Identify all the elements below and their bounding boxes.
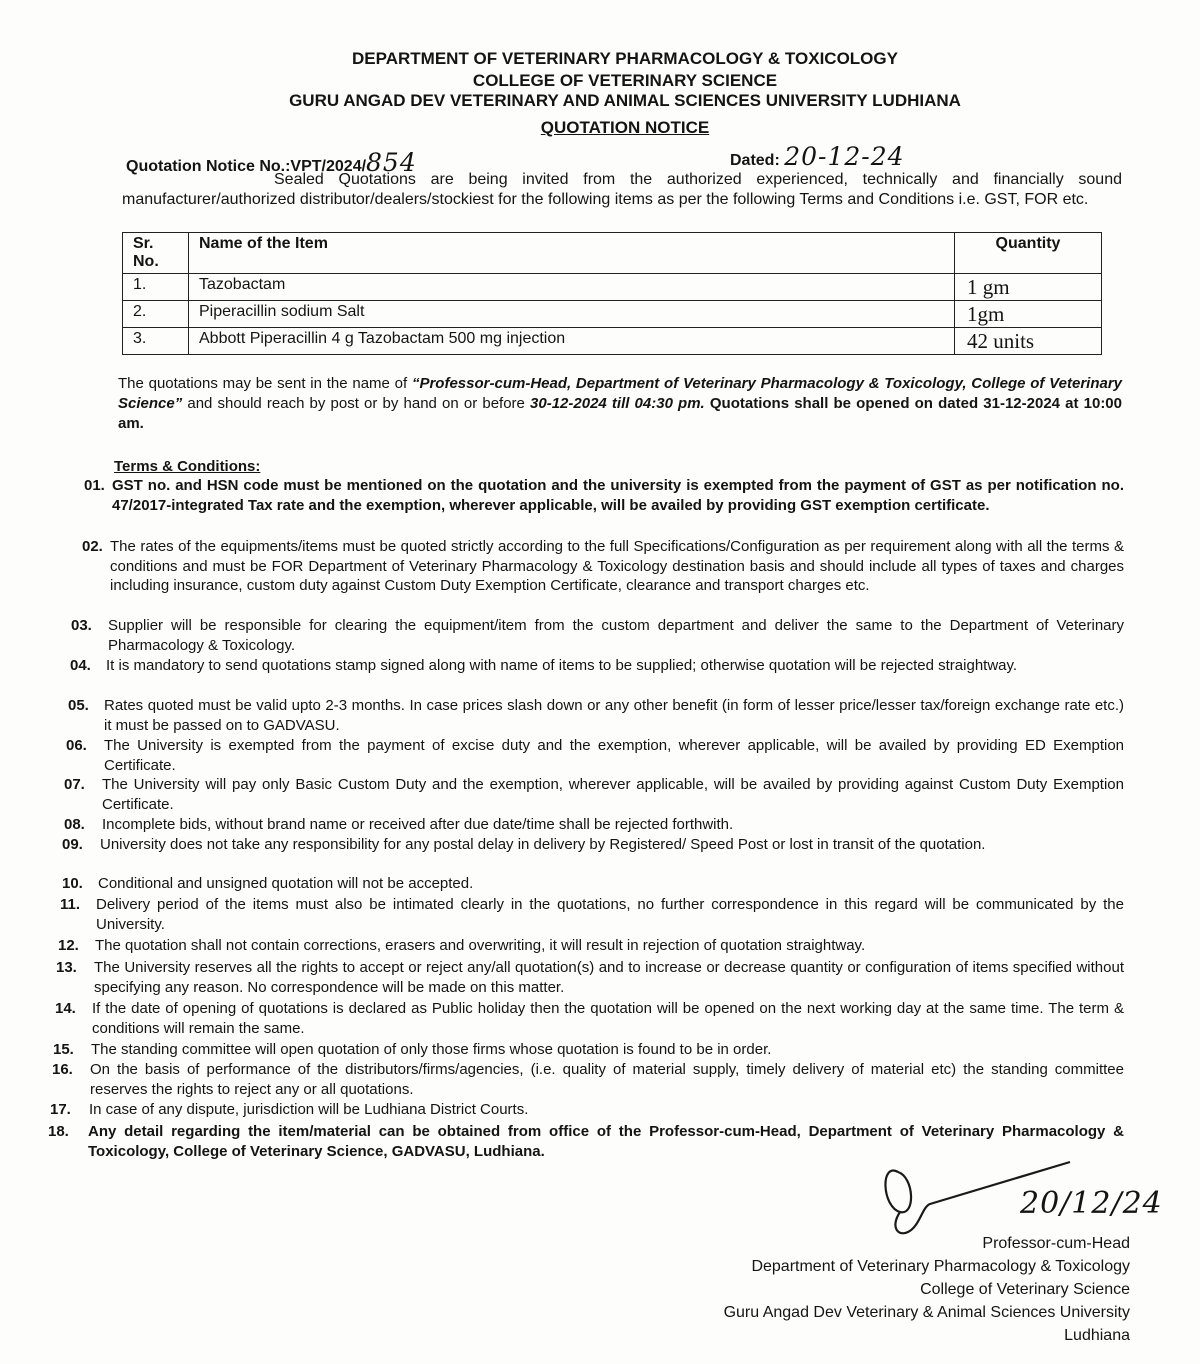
items-table [122, 232, 1102, 355]
term-number: 10. [62, 875, 83, 892]
term-item [58, 936, 1124, 956]
term-item [60, 895, 1124, 934]
term-item [50, 1100, 1124, 1120]
notice-date-label: Dated: [730, 152, 780, 169]
term-number: 08. [64, 816, 85, 833]
signatory-title: Professor-cum-Head [982, 1235, 1130, 1252]
college-heading: COLLEGE OF VETERINARY SCIENCE [472, 71, 778, 90]
table-row [123, 301, 1102, 328]
term-item [62, 874, 1124, 894]
term-number: 03. [71, 617, 92, 634]
term-text: The quotation shall not contain corrections, erasers and overwriting, it will result in rejection of quotation straightway. [95, 937, 866, 954]
term-text: It is mandatory to send quotations stamp signed along with name of items to be supplied; otherwise quotation will be rejected straightway. [106, 657, 1018, 674]
term-text: Supplier will be responsible for clearing the equipment/item from the custom department and deliver the same to the Department of Veterinary Pharmacology & Toxicology. [108, 617, 1124, 654]
term-text: Incomplete bids, without brand name or received after due date/time shall be rejected forthwith. [102, 816, 734, 833]
row-quantity: 1 gm [955, 274, 1102, 301]
term-item [71, 616, 1124, 655]
term-text: The rates of the equipments/items must be quoted strictly according to the full Specifications/Configuration as per requirement along with all the terms & conditions and must be FOR Department of Veterinary Pharmacology & Toxicology destination basis and should include all types of taxes and charges including insurance, custom duty against Custom Duty Exemption Certificate, clearance and transport charges etc. [110, 538, 1124, 594]
row-sr: 2. [123, 301, 189, 328]
submission-addressee: “Professor-cum-Head, Department of Veterinary Pharmacology & Toxicology, College of Veterinary Science” [118, 375, 1123, 412]
submission-part1: The quotations may be sent in the name of [118, 375, 412, 392]
row-item-name: Piperacillin sodium Salt [189, 301, 955, 328]
intro-paragraph: Sealed Quotations are being invited from the authorized experienced, technically and financially sound manufacturer/authorized distributor/dealers/stockiest for the following items as per the following Terms and Conditions i.e. GST, FOR etc. [122, 171, 1122, 208]
term-text: On the basis of performance of the distributors/firms/agencies, (i.e. quality of material supply, timely delivery of material etc) the standing committee reserves the rights to reject any or all quotations. [90, 1061, 1124, 1098]
term-text: Rates quoted must be valid upto 2-3 months. In case prices slash down or any other benefit (in form of lesser price/lesser tax/foreign exchange rate etc.) it must be passed on to GADVASU. [104, 697, 1124, 734]
term-item [62, 835, 1124, 855]
term-item [53, 1040, 1124, 1060]
term-text: The University is exempted from the payment of excise duty and the exemption, wherever applicable, will be availed by providing ED Exemption Certificate. [104, 737, 1124, 774]
items-table-header [123, 233, 1102, 274]
terms-heading: Terms & Conditions: [114, 458, 261, 475]
term-number: 18. [48, 1123, 69, 1140]
term-item [70, 656, 1124, 676]
term-text: Conditional and unsigned quotation will not be accepted. [98, 875, 474, 892]
term-item [52, 1060, 1124, 1099]
table-row [123, 328, 1102, 355]
header-item-name: Name of the Item [189, 233, 955, 274]
header-sr-no: Sr. No. [123, 233, 189, 274]
university-heading: GURU ANGAD DEV VETERINARY AND ANIMAL SCIENCES UNIVERSITY LUDHIANA [289, 91, 961, 110]
row-quantity: 42 units [955, 328, 1102, 355]
term-text: In case of any dispute, jurisdiction will be Ludhiana District Courts. [89, 1101, 529, 1118]
term-number: 09. [62, 836, 83, 853]
term-number: 17. [50, 1101, 71, 1118]
term-item [84, 476, 1124, 515]
term-text: If the date of opening of quotations is declared as Public holiday then the quotation will be opened on the next working day at the same time. The term & conditions will remain the same. [92, 1000, 1124, 1037]
term-item [64, 775, 1124, 814]
signature-handwritten-date: 20/12/24 [1020, 1186, 1163, 1221]
term-text: Any detail regarding the item/material can be obtained from office of the Professor-cum-Head, Department of Veterinary Pharmacology & Toxicology, College of Veterinary Science, GADVASU, Ludhiana. [88, 1123, 1124, 1160]
row-sr: 1. [123, 274, 189, 301]
term-number: 04. [70, 657, 91, 674]
signatory-city: Ludhiana [1064, 1327, 1130, 1344]
notice-date [730, 142, 905, 171]
term-item [56, 958, 1124, 997]
term-number: 05. [68, 697, 89, 714]
term-number: 07. [64, 776, 85, 793]
submission-part2: and should reach by post or by hand on or before [182, 395, 531, 412]
term-number: 02. [82, 538, 103, 555]
term-item [55, 999, 1124, 1038]
term-number: 15. [53, 1041, 74, 1058]
term-text: GST no. and HSN code must be mentioned on the quotation and the university is exempted from the payment of GST as per notification no. 47/2017-integrated Tax rate and the exemption, wherever applicable, will be availed by providing GST exemption certificate. [112, 477, 1124, 514]
term-number: 01. [84, 477, 105, 494]
header-quantity: Quantity [955, 233, 1102, 274]
signatory-university: Guru Angad Dev Veterinary & Animal Sciences University [723, 1304, 1130, 1321]
term-item [66, 736, 1124, 775]
term-text: The University will pay only Basic Custom Duty and the exemption, wherever applicable, will be availed by providing against Custom Duty Exemption Certificate. [102, 776, 1124, 813]
notice-number-handwritten: 854 [366, 148, 417, 177]
signature-block [724, 1232, 1130, 1347]
submission-part3: Quotations shall be opened on dated 31-12-2024 at 10:00 am. [118, 395, 1122, 432]
signatory-department: Department of Veterinary Pharmacology & Toxicology [751, 1258, 1130, 1275]
table-row [123, 274, 1102, 301]
term-number: 16. [52, 1061, 73, 1078]
term-text: The University reserves all the rights to accept or reject any/all quotation(s) and to increase or decrease quantity or configuration of items specified without specifying any reason. No correspondence will be made on this matter. [94, 959, 1124, 996]
term-item [64, 815, 1124, 835]
term-number: 11. [60, 896, 81, 913]
row-quantity: 1gm [955, 301, 1102, 328]
notice-date-handwritten: 20-12-24 [784, 142, 905, 171]
term-number: 14. [55, 1000, 76, 1017]
row-item-name: Abbott Piperacillin 4 g Tazobactam 500 mg injection [189, 328, 955, 355]
department-heading: DEPARTMENT OF VETERINARY PHARMACOLOGY & TOXICOLOGY [352, 49, 898, 68]
term-item [82, 537, 1124, 596]
submission-paragraph [118, 374, 1122, 434]
term-number: 12. [58, 937, 79, 954]
term-number: 06. [66, 737, 87, 754]
term-item [68, 696, 1124, 735]
signatory-college: College of Veterinary Science [920, 1281, 1130, 1298]
term-text: University does not take any responsibility for any postal delay in delivery by Registered/ Speed Post or lost in transit of the quotation. [100, 836, 986, 853]
term-text: Delivery period of the items must also be intimated clearly in the quotations, no further correspondence in this regard will be communicated by the University. [96, 896, 1124, 933]
term-number: 13. [56, 959, 77, 976]
submission-deadline: 30-12-2024 till 04:30 pm. [530, 395, 705, 412]
row-item-name: Tazobactam [189, 274, 955, 301]
row-sr: 3. [123, 328, 189, 355]
term-text: The standing committee will open quotation of only those firms whose quotation is found to be in order. [91, 1041, 772, 1058]
notice-number-label: Quotation Notice No.:VPT/2024/ [126, 158, 367, 175]
notice-title: QUOTATION NOTICE [540, 118, 710, 137]
